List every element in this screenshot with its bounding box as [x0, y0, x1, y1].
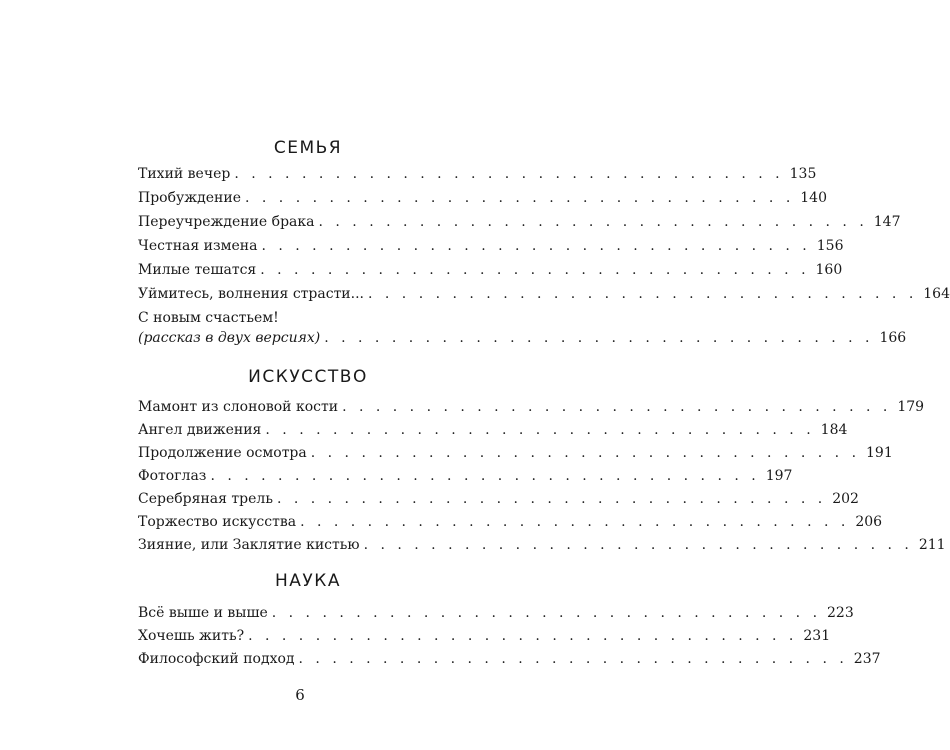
entry-title: С новым счастьем!: [138, 310, 279, 326]
entry-title: Продолжение осмотра: [138, 445, 307, 461]
toc-entry: [138, 188, 827, 208]
entry-page-number: 191: [866, 445, 893, 461]
dot-leader: . . . . . . . . . . . . . . . . . . . . . . . . . . . . . . . . .: [265, 422, 815, 438]
entry-title: Мамонт из слоновой кости: [138, 399, 339, 415]
entry-page-number: 147: [873, 214, 901, 230]
entry-title: Фотоглаз: [138, 468, 207, 484]
entry-page-number: 202: [832, 491, 859, 507]
page-number: 6: [295, 686, 305, 704]
dot-leader: . . . . . . . . . . . . . . . . . . . . . . . . . . . . . . . . .: [318, 214, 868, 230]
entry-page-number: 135: [789, 166, 817, 182]
toc-entry: [138, 535, 946, 555]
entry-title: Серебряная трель: [138, 491, 273, 507]
toc-entry: [138, 603, 854, 623]
entry-page-number: 206: [855, 514, 883, 530]
entry-title: Переучреждение брака: [138, 214, 315, 230]
dot-leader: . . . . . . . . . . . . . . . . . . . . . . . . . . . . . . . . .: [298, 651, 848, 667]
dot-leader: . . . . . . . . . . . . . . . . . . . . . . . . . . . . . . . . .: [210, 468, 760, 484]
toc-entry: [138, 420, 848, 440]
entry-page-number: 223: [827, 605, 854, 621]
entry-title: Философский подход: [138, 651, 295, 667]
dot-leader: . . . . . . . . . . . . . . . . . . . . . . . . . . . . . . . . .: [300, 514, 850, 530]
dot-leader: . . . . . . . . . . . . . . . . . . . . . . . . . . . . . . . . .: [310, 445, 861, 461]
toc-entry: [138, 489, 859, 509]
entry-title: Всё выше и выше: [138, 605, 268, 621]
toc-entry: [138, 466, 793, 486]
dot-leader: . . . . . . . . . . . . . . . . . . . . . . . . . . . . . . . . .: [260, 262, 810, 278]
dot-leader: . . . . . . . . . . . . . . . . . . . . . . . . . . . . . . . . .: [363, 537, 913, 553]
entry-subtitle: (рассказ в двух версиях): [138, 330, 321, 346]
toc-entry-two-line: [138, 308, 907, 348]
entry-page-number: 156: [816, 238, 844, 254]
dot-leader: . . . . . . . . . . . . . . . . . . . . . . . . . . . . . . . . .: [342, 399, 892, 415]
dot-leader: . . . . . . . . . . . . . . . . . . . . . . . . . . . . . . . . .: [324, 330, 874, 346]
dot-leader: . . . . . . . . . . . . . . . . . . . . . . . . . . . . . . . . .: [245, 190, 795, 206]
dot-leader: . . . . . . . . . . . . . . . . . . . . . . . . . . . . . . . . .: [248, 628, 798, 644]
dot-leader: . . . . . . . . . . . . . . . . . . . . . . . . . . . . . . . . .: [261, 238, 811, 254]
section-heading-art: ИСКУССТВО: [248, 367, 368, 387]
entry-title: Пробуждение: [138, 190, 241, 206]
toc-entry: [138, 512, 883, 532]
section-heading-family: СЕМЬЯ: [273, 138, 343, 158]
entry-page-number: 211: [918, 537, 946, 553]
dot-leader: . . . . . . . . . . . . . . . . . . . . . . . . . . . . . . . . .: [271, 605, 822, 621]
dot-leader: . . . . . . . . . . . . . . . . . . . . . . . . . . . . . . . . .: [234, 166, 784, 182]
entry-page-number: 179: [897, 399, 925, 415]
entry-page-number: 184: [820, 422, 848, 438]
entry-title: Хочешь жить?: [138, 628, 245, 644]
entry-title: Торжество искусства: [138, 514, 297, 530]
entry-title: Зияние, или Заклятие кистью: [138, 537, 360, 553]
entry-page-number: 140: [800, 190, 827, 206]
dot-leader: . . . . . . . . . . . . . . . . . . . . . . . . . . . . . . . . .: [368, 286, 918, 302]
entry-title: Честная измена: [138, 238, 258, 254]
section-heading-science: НАУКА: [275, 571, 341, 591]
entry-page-number: 164: [923, 286, 950, 302]
toc-section-family: [138, 136, 950, 348]
toc-section-science: [138, 569, 881, 669]
toc-entry: [138, 397, 925, 417]
entry-page-number: 231: [803, 628, 831, 644]
toc-entry: [138, 260, 843, 280]
toc-section-art: [138, 365, 946, 555]
entry-title: Тихий вечер: [138, 166, 231, 182]
entry-title: Милые тешатся: [138, 262, 257, 278]
entry-title: Ангел движения: [138, 422, 262, 438]
toc-entry: [138, 626, 831, 646]
toc-entry: [138, 164, 817, 184]
entry-page-number: 197: [765, 468, 793, 484]
toc-entry: [138, 649, 881, 669]
toc-entry: [138, 284, 950, 304]
entry-page-number: 166: [879, 330, 907, 346]
toc-entry: [138, 212, 901, 232]
entry-title: Уймитесь, волнения страсти...: [138, 286, 364, 302]
toc-entry: [138, 236, 844, 256]
entry-page-number: 160: [815, 262, 843, 278]
toc-entry: [138, 443, 893, 463]
entry-page-number: 237: [853, 651, 881, 667]
dot-leader: . . . . . . . . . . . . . . . . . . . . . . . . . . . . . . . . .: [276, 491, 827, 507]
entry-title-block: [138, 308, 320, 348]
